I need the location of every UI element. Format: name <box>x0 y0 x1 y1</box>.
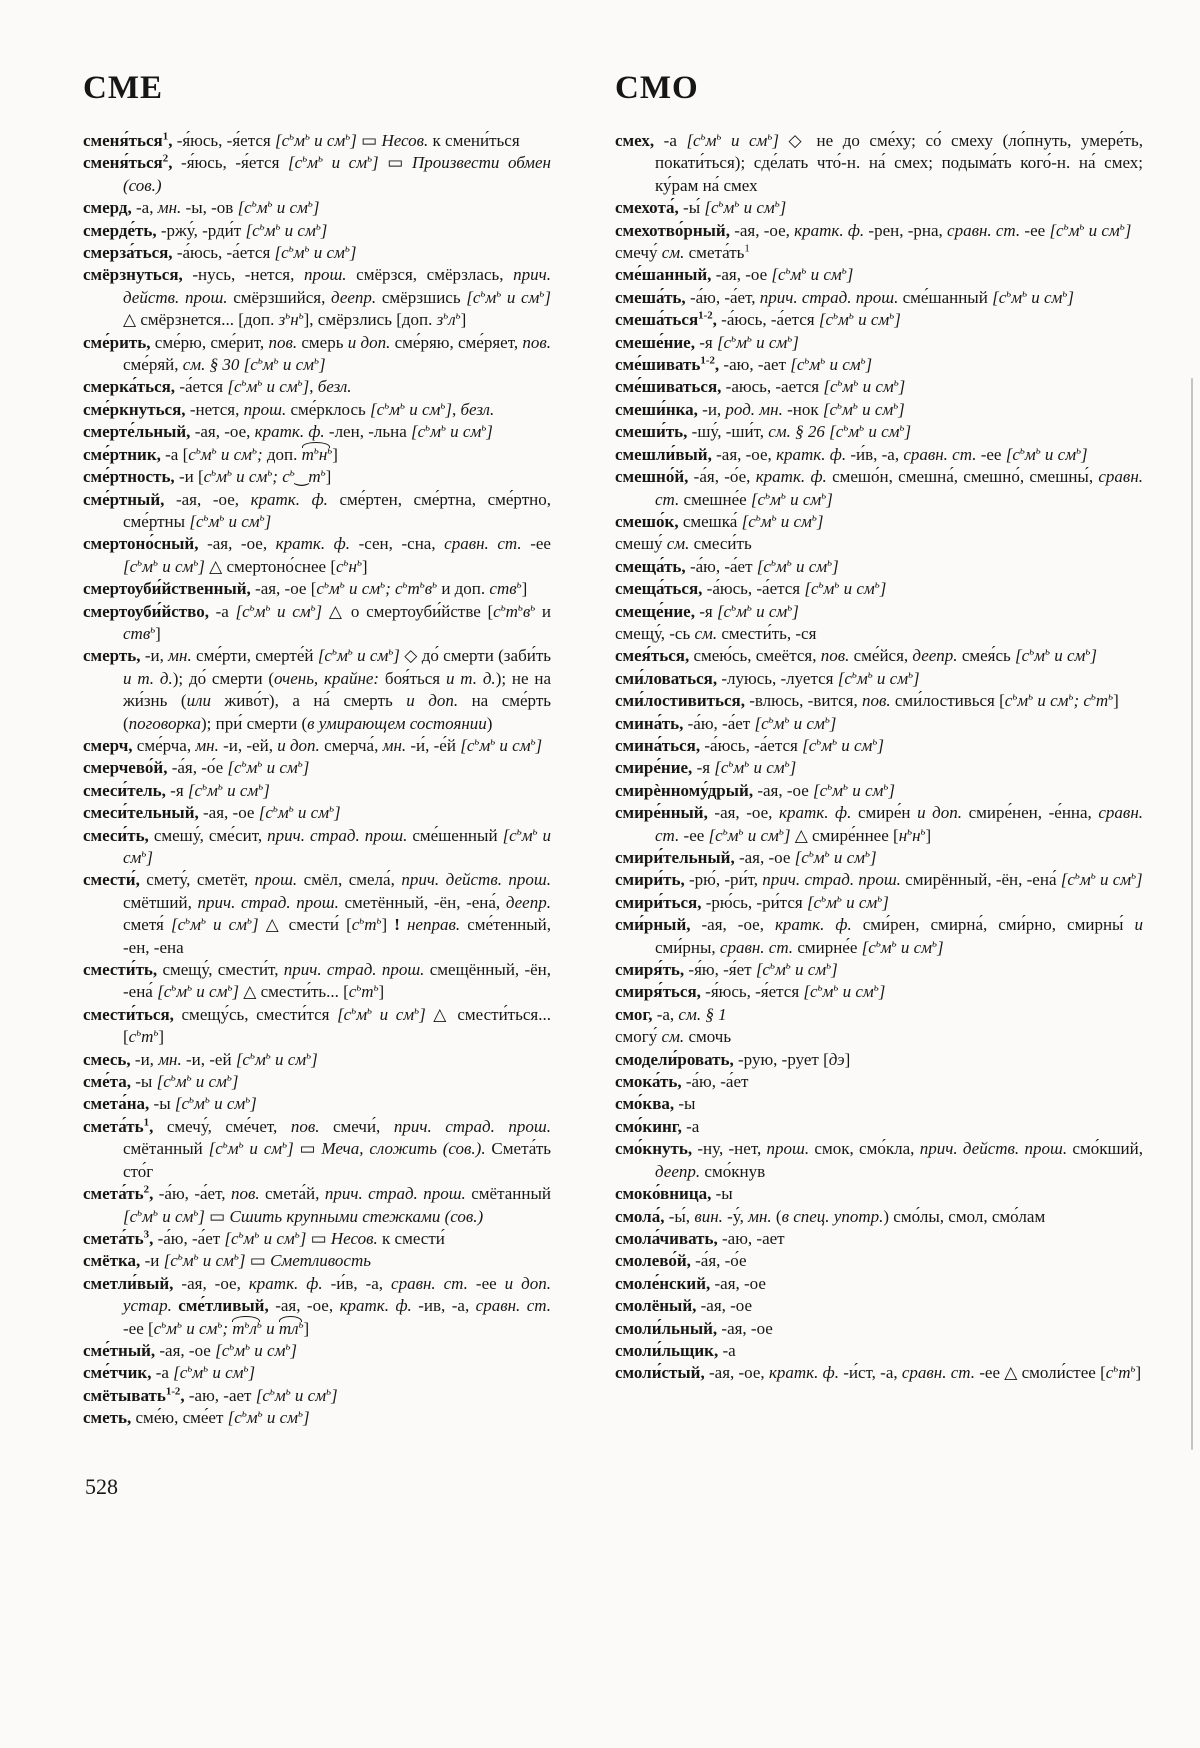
dictionary-entry: смётывать$^{1-2}$, -аю, -ает [$с^ьм^ь$ и $см^ь$] <box>83 1385 338 1405</box>
dictionary-entry: сме́ртник, -а [$с^ьм^ь$ и $см^ь$; доп. $т^ьн^ь$] <box>83 444 551 466</box>
dictionary-entry: $смета́ть^2$, -а́ю, -а́ет, пов. смета́й, прич. страд. прош. смётанный [$с^ьм^ь$ и $см^ь$] ▭ Сшить крупными стежками (сов.) <box>83 1183 551 1226</box>
dictionary-entry: смерд, -а, мн. -ы, -ов [$с^ьм^ь$ и $см^ь$] <box>83 197 320 218</box>
dictionary-entry: смеша́ть, -а́ю, -а́ет, прич. страд. прош. сме́шанный [$с^ьм^ь$ и $см^ь$] <box>615 287 1074 307</box>
dictionary-entry: смехотво́рный, -ая, -ое, кратк. ф. -рен, -рна, сравн. ст. -ее [$с^ьм^ь$ и $см^ь$] <box>615 219 1132 240</box>
dictionary-entry: смешли́вый, -ая, -ое, кратк. ф. -и́в, -а, сравн. ст. -ее [$с^ьм^ь$ и $см^ь$] <box>615 444 1088 464</box>
tie-arc: $т^ьн^ь$ <box>302 444 333 466</box>
dictionary-entry: смешо́к, смешка́ [$с^ьм^ь$ и $см^ь$] <box>615 511 824 531</box>
dictionary-entry: сме́тчик, -а [$с^ьм^ь$ и $см^ь$] <box>83 1362 256 1383</box>
dictionary-entry: смёрзнуться, -нусь, -нется, прош. смёрзся, смёрзлась, прич. действ. прош. смёрзшийся, деепр. смёрзшись [$с^ьм^ь$ и $см^ь$] △ смёрзнется... [доп. $з^ьн^ь$], смёрзлись [доп. $з^ьл^ь$] <box>83 265 551 330</box>
right-column <box>615 70 1143 1430</box>
dictionary-entry: смешу́ см. смеси́ть <box>615 534 752 554</box>
dictionary-entry: смея́ться, смею́сь, смеётся, пов. сме́йся, деепр. смея́сь [$с^ьм^ь$ и $см^ь$] <box>615 645 1097 666</box>
dictionary-entry: смогу́ см. смочь <box>615 1027 732 1047</box>
page-number: 528 <box>85 1473 118 1499</box>
dictionary-entry: смечу́ см. $смета́ть^1$ <box>615 242 750 263</box>
dictionary-entry: смерч, сме́рча, мн. -и, -ей, и доп. смерча́, мн. -и́, -е́й [$с^ьм^ь$ и $см^ь$] <box>83 735 543 755</box>
dictionary-entry: сметь, сме́ю, сме́ет [$с^ьм^ь$ и $см^ь$] <box>83 1407 310 1428</box>
dictionary-entry: сме́шиваться, -аюсь, -ается [$с^ьм^ь$ и $см^ь$] <box>615 376 906 397</box>
dictionary-entry: сме́рить, сме́рю, сме́рит, пов. смерь и доп. сме́ряю, сме́ряет, пов. сме́ряй, см. § 30 [$с^ьм^ь$ и $см^ь$] <box>83 332 551 375</box>
left-column <box>83 70 551 1430</box>
dictionary-entry: смина́ть, -а́ю, -а́ет [$с^ьм^ь$ и $см^ь$] <box>615 712 837 733</box>
tie-arc: $тл^ь$ <box>279 1318 304 1340</box>
dictionary-entry: смерте́льный, -ая, -ое, кратк. ф. -лен, -льна [$с^ьм^ь$ и $см^ь$] <box>83 421 493 442</box>
left-column-entries <box>83 130 551 1430</box>
dictionary-entry: смесь, -и, мн. -и, -ей [$с^ьм^ь$ и $см^ь$] <box>83 1049 318 1069</box>
dictionary-entry: сметли́вый, -ая, -ое, кратк. ф. -и́в, -а, сравн. ст. -ее и доп. устар. сме́тливый, -ая, -ое, кратк. ф. -ив, -а, сравн. ст. -ее [$с^ьм^ь$ и $см^ь$; $т^ьл^ь$ и $тл^ь$] <box>83 1273 551 1340</box>
dictionary-entry: смерде́ть, -ржу́, -рди́т [$с^ьм^ь$ и $см^ь$] <box>83 219 328 240</box>
tie-arc: $т^ьл^ь$ <box>232 1318 262 1340</box>
dictionary-entry: смерчево́й, -а́я, -о́е [$с^ьм^ь$ и $см^ь$] <box>83 757 310 778</box>
dictionary-entry: смеше́ние, -я [$с^ьм^ь$ и $см^ь$] <box>615 332 799 352</box>
left-column-header: СМЕ <box>83 70 163 106</box>
dictionary-entry: смётка, -и [$с^ьм^ь$ и $см^ь$] ▭ Сметливость <box>83 1250 371 1271</box>
two-column-layout <box>83 70 1200 1430</box>
dictionary-entry: смеси́тель, -я [$с^ьм^ь$ и $см^ь$] <box>83 780 270 800</box>
right-column-entries <box>615 130 1143 1385</box>
dictionary-entry: смоко́вница, -ы <box>615 1184 733 1204</box>
dictionary-entry: смех, -а [$с^ьм^ь$ и $см^ь$] ◇ не до сме́ху; со́ смеху (ло́пнуть, умере́ть, покати́ться); сде́лать что́-н. на́ смех; подыма́ть кого́-н. на́ смех; ку́рам на́ смех <box>615 130 1143 195</box>
dictionary-entry: смоли́стый, -ая, -ое, кратк. ф. -и́ст, -а, сравн. ст. -ее △ смоли́стее $[с^ьт^ь]$ <box>615 1362 1142 1383</box>
dictionary-entry: смеси́тельный, -ая, -ое [$с^ьм^ь$ и $см^ь$] <box>83 802 341 823</box>
dictionary-entry: смодели́ровать, -рую, -рует [дэ] <box>615 1049 851 1069</box>
dictionary-entry: сменя́ться$^1$, -я́юсь, -я́ется [$с^ьм^ь$ и $см^ь$] ▭ Несов. к смени́ться <box>83 130 520 150</box>
dictionary-entry: смещу́, -сь см. смести́ть, -ся <box>615 623 817 643</box>
dictionary-entry: смоле́нский, -ая, -ое <box>615 1273 766 1293</box>
dictionary-entry: смести́, смету́, сметёт, прош. смёл, смела́, прич. действ. прош. смётший, прич. страд. прош. сметённый, -ён, -ена́, деепр. сметя́ [$с^ьм^ь$ и $см^ь$] △ смести́ $[с^ьт^ь]$ ! неправ. сме́тенный, -ен, -ена <box>83 870 552 957</box>
dictionary-entry: смири́тельный, -ая, -ое [$с^ьм^ь$ и $см^ь$] <box>615 847 877 867</box>
dictionary-entry: смоли́льщик, -а <box>615 1340 736 1360</box>
dictionary-entry: сме́ртный, -ая, -ое, кратк. ф. сме́ртен, сме́ртна, сме́ртно, сме́ртны [$с^ьм^ь$ и $см^ь$] <box>83 489 551 531</box>
dictionary-entry: смола́, -ы́, вин. -у́, мн. (в спец. употр.) смо́лы, смол, смо́лам <box>615 1206 1046 1226</box>
dictionary-entry: смешно́й, -а́я, -о́е, кратк. ф. смешо́н, смешна́, смешно́, смешны́, сравн. ст. смешне́е [$с^ьм^ь$ и $см^ь$] <box>615 467 1143 509</box>
dictionary-entry: сме́шивать$^{1-2}$, -аю, -ает [$с^ьм^ь$ и $см^ь$] <box>615 354 873 375</box>
dictionary-entry: смеща́ть, -а́ю, -а́ет [$с^ьм^ь$ и $см^ь$] <box>615 556 839 576</box>
dictionary-entry: сме́та, -ы [$с^ьм^ь$ и $см^ь$] <box>83 1071 239 1092</box>
dictionary-entry: сме́ркнуться, -нется, прош. сме́рклось [$с^ьм^ь$ и $см^ь$], безл. <box>83 399 495 419</box>
dictionary-entry: смеси́ть, смешу́, сме́сит, прич. страд. прош. сме́шенный [$с^ьм^ь$ и $см^ь$] <box>83 824 552 867</box>
dictionary-entry: смири́ться, -рю́сь, -ри́тся [$с^ьм^ь$ и $см^ь$] <box>615 892 889 912</box>
dictionary-entry: смире́нный, -ая, -ое, кратк. ф. смире́н и доп. смире́нен, -е́нна, сравн. ст. -ее [$с^ьм^ь$ и $см^ь$] △ смире́ннее $[н^ьн^ь]$ <box>615 803 1143 845</box>
dictionary-entry: смоли́льный, -ая, -ое <box>615 1318 773 1338</box>
dictionary-entry: сми́рный, -ая, -ое, кратк. ф. сми́рен, смирна́, сми́рно, смирны́ и сми́рны, сравн. ст. смирне́е [$с^ьм^ь$ и $см^ь$] <box>615 915 1143 957</box>
dictionary-entry: смерть, -и, мн. сме́рти, смерте́й [$с^ьм^ь$ и $см^ь$] ◇ до́ смерти (заби́ть и т. д.); до́ смерти (очень, крайне: боя́ться и т. д.); не на жи́знь (или живо́т), а на́ смерть и доп. на сме́рть (поговорка); при́ смерти (в умирающем состоянии) <box>83 645 552 733</box>
dictionary-entry: смертоуби́йство, -а [$с^ьм^ь$ и $см^ь$] △ о смертоуби́йстве [$с^ьт^ьв^ь$ и ств$^ь$] <box>83 600 551 643</box>
dictionary-entry: сме́шанный, -ая, -ое [$с^ьм^ь$ и $см^ь$] <box>615 264 854 285</box>
dictionary-entry: смерка́ться, -а́ется [$с^ьм^ь$ и $см^ь$], безл. <box>83 376 352 397</box>
dictionary-entry: смертоно́сный, -ая, -ое, кратк. ф. -сен, -сна, сравн. ст. -ее [$с^ьм^ь$ и $см^ь$] △ смертоно́снее $[с^ьн^ь]$ <box>83 534 551 576</box>
dictionary-entry: смеши́нка, -и, род. мн. -нок [$с^ьм^ь$ и $см^ь$] <box>615 399 905 419</box>
dictionary-entry: смока́ть, -а́ю, -а́ет <box>615 1072 749 1092</box>
dictionary-entry: смог, -а, см. § 1 <box>615 1004 727 1024</box>
dictionary-entry: сме́ртность, -и [$с^ьм^ь$ и $см^ь$; $с^ь‿т^ь$] <box>83 466 332 487</box>
dictionary-entry: смолёный, -ая, -ое <box>615 1296 753 1316</box>
dictionary-entry: смо́кинг, -а <box>615 1116 700 1136</box>
dictionary-entry: смо́ква, -ы <box>615 1094 696 1114</box>
dictionary-entry: сменя́ться$^2$, -я́юсь, -я́ется [$с^ьм^ь$ и $см^ь$] ▭ Произвести обмен (сов.) <box>83 152 551 195</box>
dictionary-entry: сме́тный, -ая, -ое [$с^ьм^ь$ и $см^ь$] <box>83 1340 298 1360</box>
dictionary-entry: смирѐнному́дрый, -ая, -ое [$с^ьм^ь$ и $см^ь$] <box>615 780 895 800</box>
dictionary-entry: смо́кнуть, -ну, -нет, прош. смок, смо́кла, прич. действ. прош. смо́кший, деепр. смо́кнув <box>615 1139 1143 1181</box>
dictionary-entry: смина́ться, -а́юсь, -а́ется [$с^ьм^ь$ и $см^ь$] <box>615 735 884 755</box>
dictionary-entry: смире́ние, -я [$с^ьм^ь$ и $см^ь$] <box>615 757 797 778</box>
dictionary-entry: смертоуби́йственный, -ая, -ое [$с^ьм^ь$ и $см^ь$; $с^ьт^ьв^ь$ и доп. ств$^ь$] <box>83 578 528 599</box>
dictionary-entry: смола́чивать, -аю, -ает <box>615 1228 785 1248</box>
dictionary-entry: смеща́ться, -а́юсь, -а́ется [$с^ьм^ь$ и $см^ь$] <box>615 578 887 599</box>
dictionary-entry: смехота́, -ы́ [$с^ьм^ь$ и $см^ь$] <box>615 197 787 218</box>
dictionary-entry: смести́ть, смещу́, смести́т, прич. страд. прош. смещённый, -ён, -ена́ [$с^ьм^ь$ и $см^ь$] △ смести́ть... $[с^ьт^ь]$ <box>83 960 551 1002</box>
dictionary-entry: $смета́ть^1$, смечу́, сме́чет, пов. смечи́, прич. страд. прош. смётанный [$с^ьм^ь$ и $см^ь$] ▭ Меча, сложить (сов.). Смета́ть сто́г <box>83 1116 551 1181</box>
dictionary-entry: смиря́ть, -я́ю, -я́ет [$с^ьм^ь$ и $см^ь$] <box>615 959 838 980</box>
dictionary-entry: сми́лостивиться, -влюсь, -вится, пов. сми́лостивься [$с^ьм^ь$ и $см^ь$; $с^ьт^ь$] <box>615 690 1119 711</box>
dictionary-entry: смири́ть, -рю́, -ри́т, прич. страд. прош. смирённый, -ён, -ена́ [$с^ьм^ь$ и $см^ь$] <box>615 869 1143 890</box>
dictionary-entry: смеша́ться$^{1-2}$, -а́юсь, -а́ется [$с^ьм^ь$ и $см^ь$] <box>615 309 901 330</box>
dictionary-entry: смеще́ние, -я [$с^ьм^ь$ и $см^ь$] <box>615 600 799 621</box>
dictionary-entry: смолево́й, -а́я, -о́е <box>615 1251 747 1271</box>
page-edge-line <box>1191 378 1193 1450</box>
dictionary-entry: смести́ться, смещу́сь, смести́тся [$с^ьм^ь$ и $см^ь$] △ смести́ться... $[с^ьт^ь]$ <box>83 1004 551 1047</box>
dictionary-entry: сми́ловаться, -луюсь, -луется [$с^ьм^ь$ и $см^ь$] <box>615 668 920 688</box>
dictionary-entry: смета́на, -ы [$с^ьм^ь$ и $см^ь$] <box>83 1093 257 1114</box>
dictionary-entry: смиря́ться, -я́юсь, -я́ется [$с^ьм^ь$ и $см^ь$] <box>615 981 886 1002</box>
right-column-header: СМО <box>615 70 699 106</box>
dictionary-entry: смерза́ться, -а́юсь, -а́ется [$с^ьм^ь$ и $см^ь$] <box>83 242 357 263</box>
dictionary-entry: смеши́ть, -шу́, -ши́т, см. § 26 [$с^ьм^ь$ и $см^ь$] <box>615 421 912 442</box>
dictionary-entry: $смета́ть^3$, -а́ю, -а́ет [$с^ьм^ь$ и $см^ь$] ▭ Несов. к смести́ <box>83 1228 445 1248</box>
